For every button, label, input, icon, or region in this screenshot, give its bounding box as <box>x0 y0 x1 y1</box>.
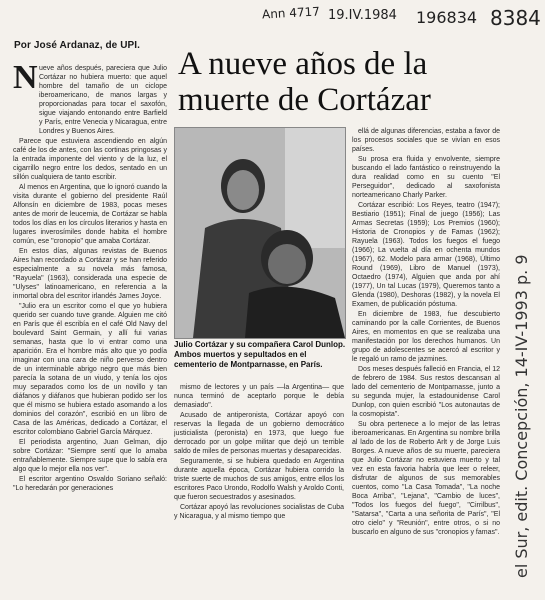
paragraph: Parece que estuviera ascendiendo en algún café de los de antes, con las cortinas pringosas y la entrada imponente del viento y de la luz, el cigarrillo negro entre los dedos, sentado en un sillón cualquiera de tanto escribir. <box>13 138 167 181</box>
handwritten-date: 19.IV.1984 <box>328 8 397 23</box>
paragraph: Acusado de antiperonista, Cortázar apoyó con reservas la llegada de un gobierno democrático justicialista (peronista) en 1973, que luego fue derrocado por un golpe militar que dejó un terrible saldo de miles de personas muertas y desaparecidas. <box>174 412 344 455</box>
paragraph: mismo de lectores y un país —la Argentina— que nunca terminó de aceptarlo porque le debía demasiado". <box>174 384 344 409</box>
byline: Por José Ardanaz, de UPI. <box>14 40 141 51</box>
column-3 <box>352 127 500 598</box>
paragraph: Cortázar apoyó las revoluciones socialistas de Cuba y Nicaragua, y al mismo tiempo que <box>174 504 344 520</box>
paragraph: Su obra pertenece a lo mejor de las letras iberoamericanas. En Argentina su nombre brilla al lado de los de Roberto Arlt y de Jorge Luis Borges. A nueve años de su muerte, pareciera que Julio Cortázar no estuviera muerto y tal vez en esta favoria habría que leer o releer, disfrutar de algunos de sus memorables cuentos, como "La Casa Tomada", "La noche Boca Arriba", "Lejana", "Cambio de luces", "Todos los fuegos del fuego", "Cirrilbus", "Satarsa", "Carta a una señorita de París", "El otro cielo" y "Reunión", entre otros, o si no buscarlo en alguno de sus "cronopios y famas". <box>352 421 500 536</box>
source-note-text: el Sur, edit. Concepción, 14-IV-1993 p. 9 <box>512 254 531 578</box>
paragraph: Su prosa era fluida y envolvente, siempre buscando el lado fantástico o reinstruyendo la dura realidad como en su cuento "El Perseguidor", dedicado al saxofonista norteamericano Charly Parker. <box>352 156 500 199</box>
photo-cortazar-dunlop <box>174 127 346 339</box>
paragraph: Cortázar escribió: Los Reyes, teatro (1947); Bestiario (1951); Final de juego (1956); Las Armas Secretas (1959); Los Premios (1960); Historia de Cronopios y de Famas (1962); Rayuela (1963). Todos los fuegos el fuego (1966); La vuelta al día en ochenta mundos (1967), 62. Modelo para armar (1968), Último Round (1969), Libro de Manuel (1973), Octaedro (1974), Alguien que anda por ahí (1977), Un tal Lucas (1979), Queremos tanto a Glenda (1980), Deshoras (1982), y la novela El Examen, de publicación póstuma. <box>352 202 500 308</box>
headline <box>178 46 431 118</box>
handwritten-source-note <box>498 254 544 580</box>
column-1 <box>13 59 167 598</box>
headline-line-1: A nueve años de la <box>178 46 428 82</box>
column-2 <box>174 383 344 598</box>
paragraph: ueve años después, pareciera que Julio Cortázar no hubiera muerto: que aquel hombre del tamaño de un ciclope iberoamericano, de manos largas y proporcionadas para tocar el saxofón, sigue viajando entonando entre Barfield y París, entre Venecia y Nicaragua, entre Londres y Buenos Aires. <box>39 65 167 135</box>
paragraph: En estos días, algunas revistas de Buenos Aires han recordado a Cortázar y se han referido especialmente a su novela más famosa, "Rayuela" (1963), considerada una especie de "Ulyses" latinoamericano, en referencia a la inmortal obra del escritor irlandés James Joyce. <box>13 248 167 300</box>
paragraph: En diciembre de 1983, fue descubierto caminando por la calle Corrientes, de Buenos Aires, en momentos en que se realizaba una manifestación por los derechos humanos. Un grupo de adolescentes se acercó al escritor y le regaló un ramo de jazmines. <box>352 311 500 363</box>
handwritten-archive-ref: Ann 4717 <box>261 4 321 22</box>
paragraph: Seguramente, si se hubiera quedado en Argentina durante aquella época, Cortázar hubiera corrido la triste suerte de muchos de sus amigos, entre ellos los escritores Paco Urondo, Rodolfo Walsh y Aroldo Conti, que fueron secuestrados y asesinados. <box>174 458 344 501</box>
photo-image <box>175 128 345 338</box>
paragraph: Al menos en Argentina, que lo ignoró cuando la visita durante el gobierno del presidente Raúl Alfonsín en diciembre de 1983, pocas meses antes de morir de leucemia, de Cortázar se habla todos los días en los círculos literarios y hasta en lugares inverosímiles donde habita el hombre común, ese "cronopio" que amaba Cortázar. <box>13 184 167 245</box>
paragraph: ellá de algunas diferencias, estaba a favor de los procesos sociales que se vivían en esos países. <box>352 128 500 153</box>
photo-caption: Julio Cortázar y su compañera Carol Dunlop. Ambos muertos y sepultados en el cementerio de Montparnasse, en París. <box>174 340 346 369</box>
paragraph: "Julio era un escritor como el que yo hubiera querido ser cuando tuve grande. Alguien me citó en París que él escribía en el café Old Navy del boulevard Saint Germain, y allí fui varias semanas, hasta que lo vi entrar como una aparición. Era el hombre más alto que yo podía imaginar con una cara de niño perverso dentro de un interminable abrigo negro que más bien parecía la sotana de un viudo, y tenía los ojos muy separados como los de un novillo y tan diáfanos y diáfanos que hubieran podido ser los que él mismo se hubiera estado asomando a los dominios del corazón", escribió en un libro de Casa de las Américas, dedicado a Cortázar, el escritor colombiano Gabriel García Márquez. <box>13 303 167 436</box>
paragraph: El escritor argentino Osvaldo Soriano señaló: "Lo heredarán por generaciones <box>13 476 167 492</box>
handwritten-number: 196834 <box>416 8 478 27</box>
paragraph: Dos meses después falleció en Francia, el 12 de febrero de 1984. Sus restos descansan al lado del cementerio de Montparnasse, junto a su segunda mujer, la estadounidense Carol Dunlop, con quien escribió "Los autonautas de la cosmopista". <box>352 366 500 418</box>
handwritten-code: 8384 <box>490 6 541 30</box>
headline-line-2: muerte de Cortázar <box>178 82 431 118</box>
drop-cap: N <box>13 59 38 96</box>
paragraph: El periodista argentino, Juan Gelman, dijo sobre Cortázar: "Siempre sentí que lo amaba entrañablemente. Siempre supe que lo sabía era algo que lo mejor ella nos ver". <box>13 439 167 473</box>
